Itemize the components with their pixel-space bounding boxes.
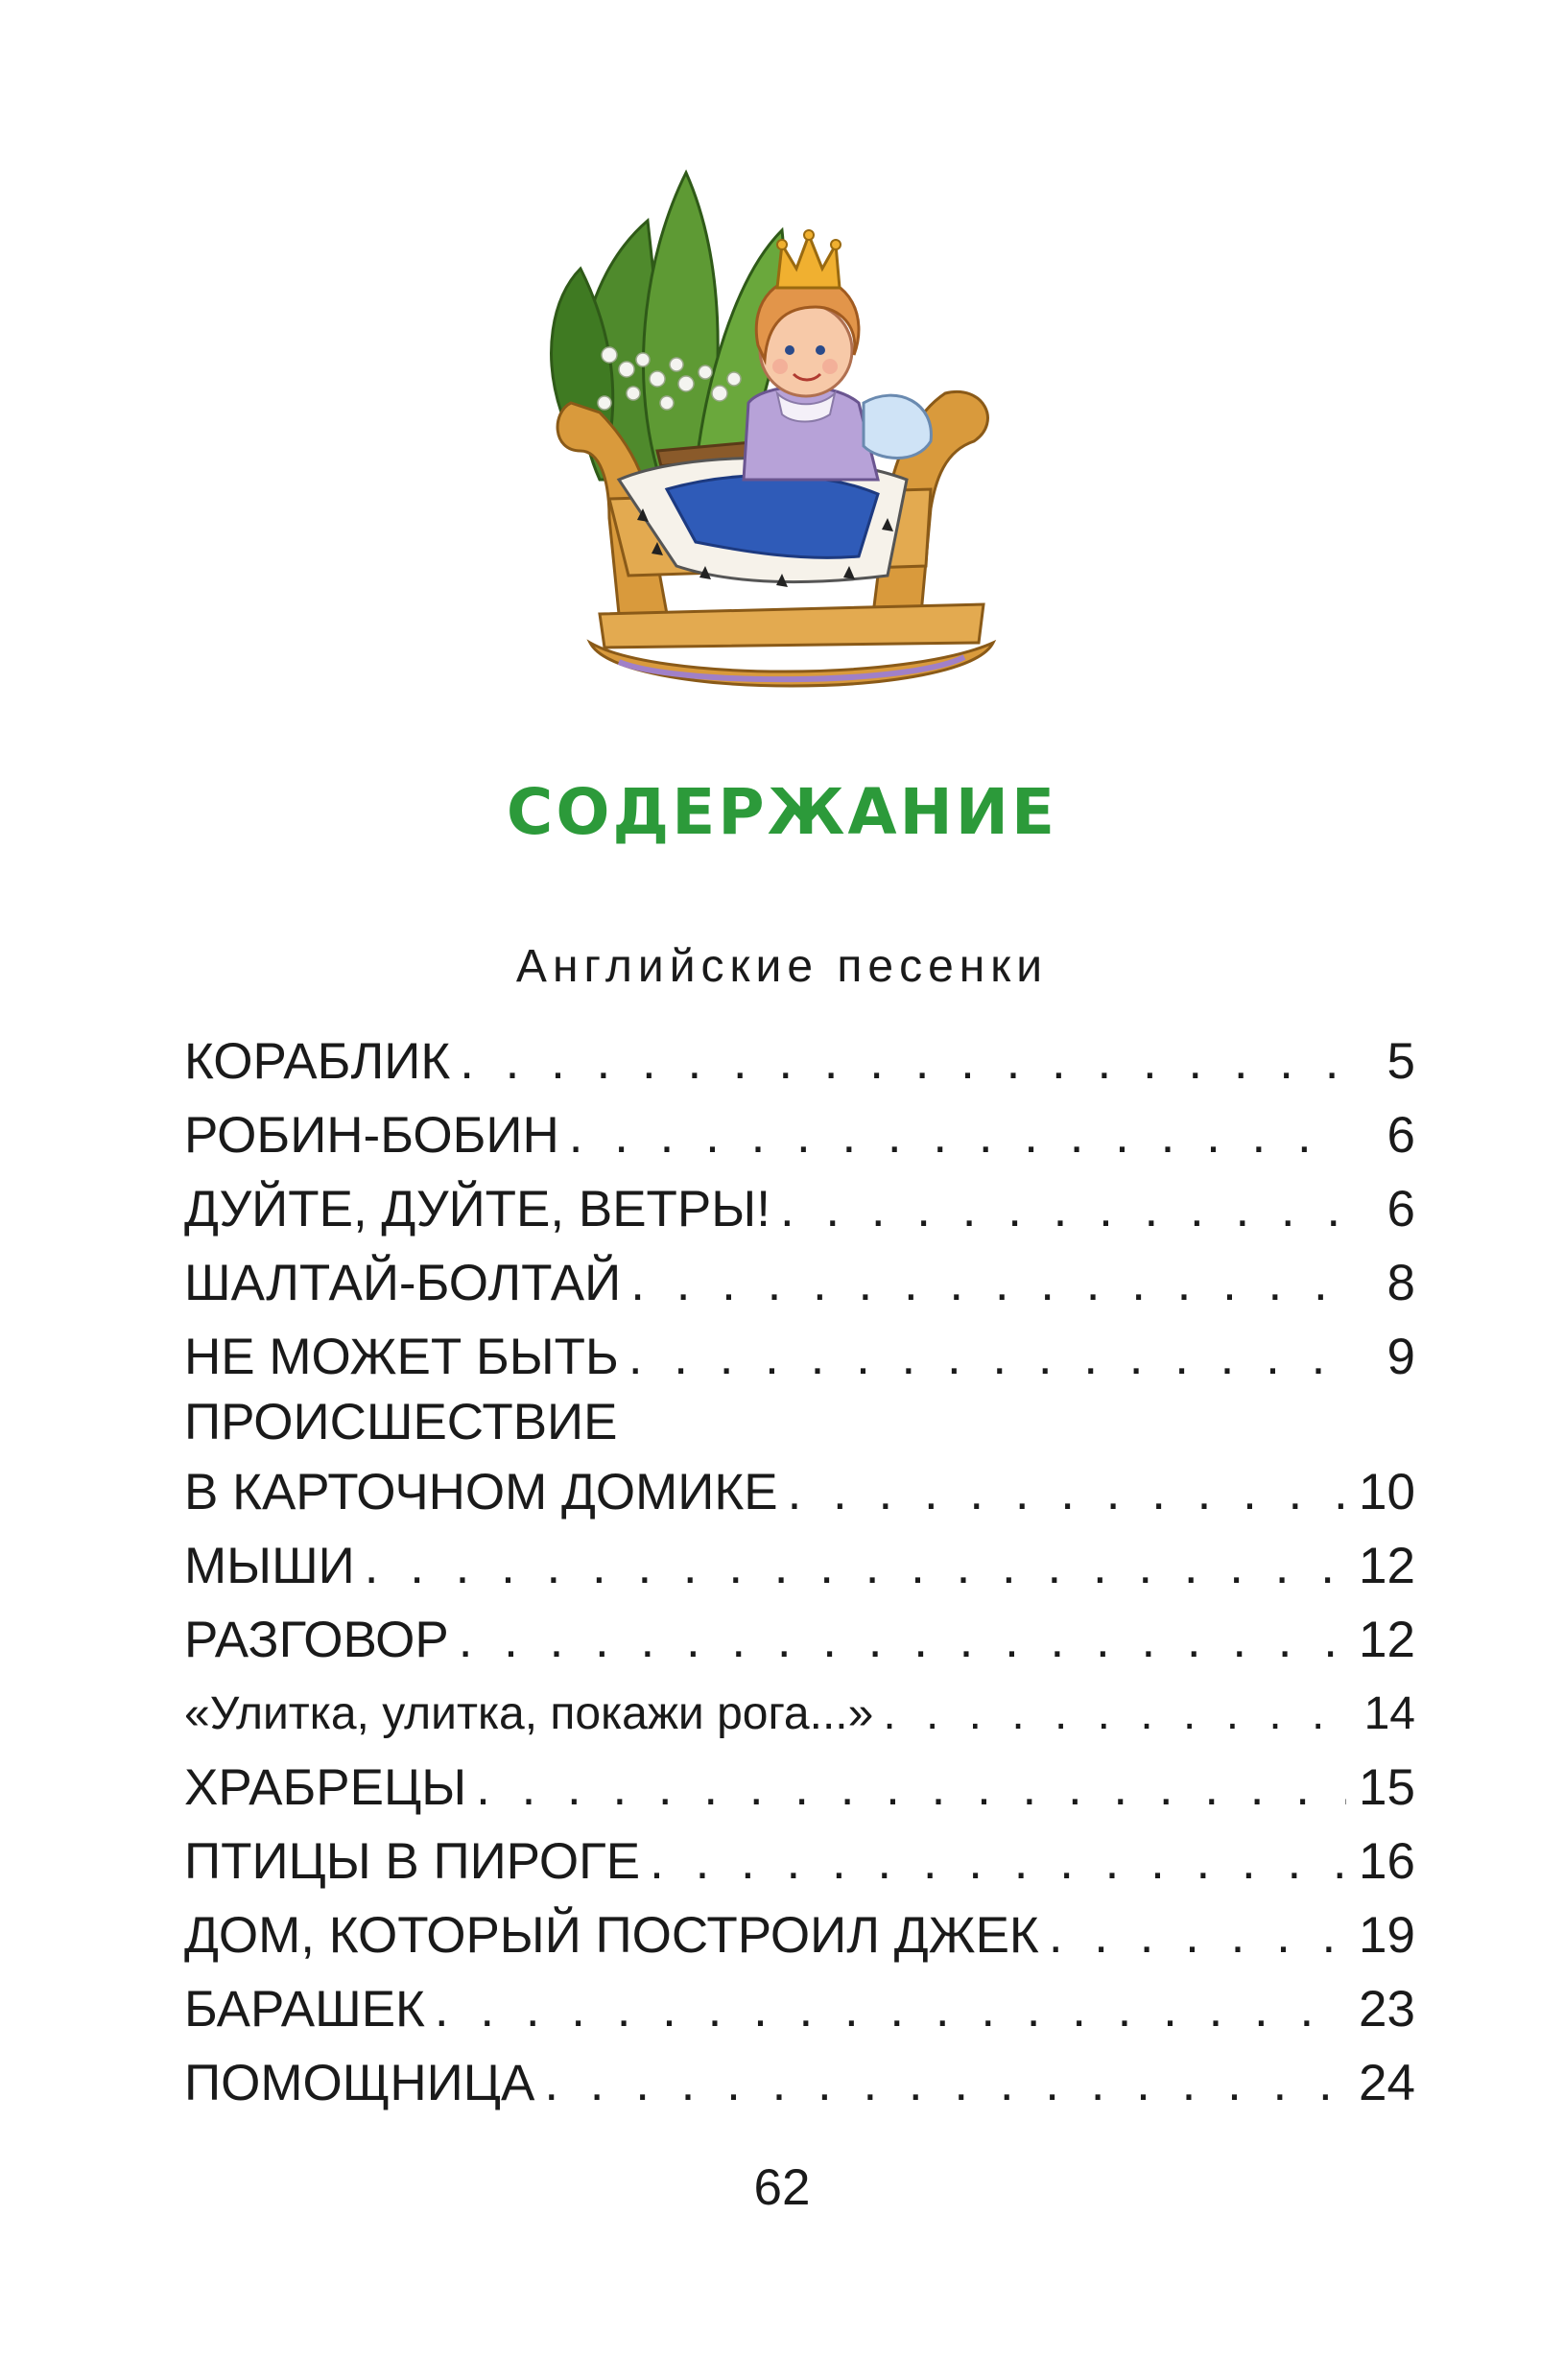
toc-entry-title-line1: ПРОИСШЕСТВИЕ <box>184 1394 618 1450</box>
toc-entry-page: 12 <box>1359 1612 1415 1668</box>
toc-entry-title: ДОМ, КОТОРЫЙ ПОСТРОИЛ ДЖЕК <box>184 1907 1039 1964</box>
toc-entry-title: МЫШИ <box>184 1538 355 1594</box>
toc-entry-page: 6 <box>1386 1107 1415 1164</box>
toc-entry[interactable] <box>184 1972 1415 2046</box>
toc-entry[interactable] <box>184 1098 1415 1172</box>
toc-entry[interactable] <box>184 1898 1415 1972</box>
toc-leader-dots <box>476 1751 1346 1825</box>
toc-entry-page: 12 <box>1359 1538 1415 1594</box>
section-heading: Английские песенки <box>515 941 1049 992</box>
toc-entry-page: 9 <box>1386 1329 1415 1385</box>
toc-entry-title: В КАРТОЧНОМ ДОМИКЕ <box>184 1464 778 1520</box>
toc-entry-page: 15 <box>1359 1759 1415 1816</box>
toc-entry[interactable] <box>184 1172 1415 1246</box>
toc-entry[interactable] <box>184 1455 1415 1529</box>
toc-entry-page: 19 <box>1359 1907 1415 1964</box>
toc-entry-title: РОБИН-БОБИН <box>184 1107 559 1164</box>
toc-entry[interactable] <box>184 1529 1415 1603</box>
toc-entry-page: 14 <box>1363 1688 1415 1739</box>
toc-entry-title: РАЗГОВОР <box>184 1612 449 1668</box>
toc-leader-dots <box>365 1529 1346 1603</box>
toc-entry-page: 24 <box>1359 2055 1415 2111</box>
toc-entry-title: БАРАШЕК <box>184 1981 425 2038</box>
toc-entry[interactable] <box>184 1025 1415 1098</box>
toc-entry-page: 8 <box>1386 1255 1415 1311</box>
toc-entry-page: 6 <box>1386 1181 1415 1237</box>
table-of-contents <box>184 1025 1415 2120</box>
toc-entry[interactable] <box>184 1825 1415 1898</box>
toc-leader-dots <box>883 1677 1346 1751</box>
toc-leader-dots <box>780 1172 1346 1246</box>
toc-entry[interactable] <box>184 1320 1415 1394</box>
toc-entry-title: ХРАБРЕЦЫ <box>184 1759 467 1816</box>
toc-entry[interactable] <box>184 1246 1415 1320</box>
toc-entry[interactable] <box>184 1677 1415 1751</box>
toc-entry-title: ПОМОЩНИЦА <box>184 2055 535 2111</box>
toc-entry-page: 16 <box>1359 1833 1415 1890</box>
toc-leader-dots <box>569 1098 1346 1172</box>
toc-entry[interactable] <box>184 1603 1415 1677</box>
page-title: СОДЕРЖАНИЕ <box>506 775 1058 849</box>
page-number: 62 <box>753 2159 811 2216</box>
toc-entry-page: 5 <box>1386 1033 1415 1090</box>
toc-leader-dots <box>544 2046 1346 2120</box>
toc-leader-dots <box>650 1825 1346 1898</box>
toc-entry[interactable] <box>184 2046 1415 2120</box>
toc-entry-title: ШАЛТАЙ-БОЛТАЙ <box>184 1255 622 1311</box>
toc-leader-dots <box>459 1603 1346 1677</box>
toc-entry-page: 10 <box>1359 1464 1415 1520</box>
toc-entry-title: НЕ МОЖЕТ БЫТЬ <box>184 1329 619 1385</box>
toc-leader-dots <box>630 1246 1346 1320</box>
toc-entry-first-line[interactable] <box>184 1394 1415 1451</box>
toc-entry-title: «Улитка, улитка, покажи рога...» <box>184 1688 874 1739</box>
toc-entry-page: 23 <box>1359 1981 1415 2038</box>
toc-entry-title: ПТИЦЫ В ПИРОГЕ <box>184 1833 641 1890</box>
toc-entry-title: ДУЙТЕ, ДУЙТЕ, ВЕТРЫ! <box>184 1181 770 1237</box>
toc-leader-dots <box>460 1025 1346 1098</box>
toc-leader-dots <box>788 1455 1346 1529</box>
toc-entry-title: КОРАБЛИК <box>184 1033 451 1090</box>
child-with-crown-on-rocking-chair-illustration <box>542 163 1041 739</box>
toc-leader-dots <box>435 1972 1346 2046</box>
toc-entry[interactable] <box>184 1751 1415 1825</box>
toc-leader-dots <box>628 1320 1346 1394</box>
toc-leader-dots <box>1049 1898 1346 1972</box>
